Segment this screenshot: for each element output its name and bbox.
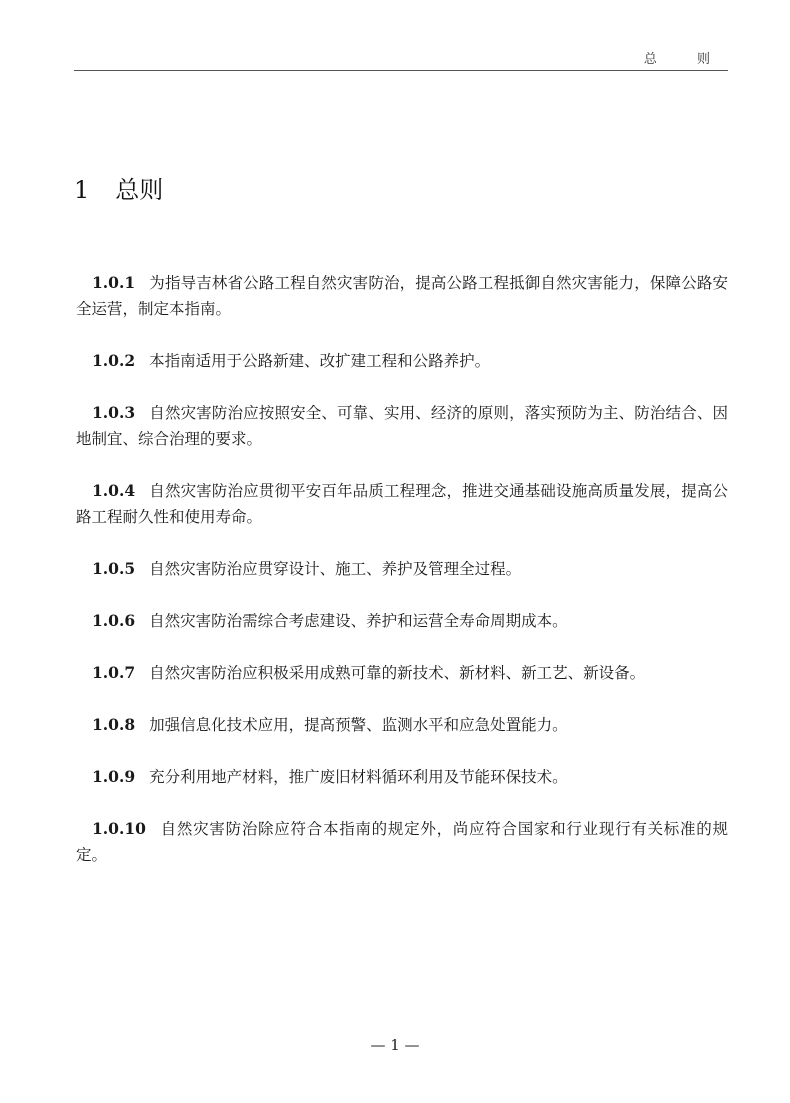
clause-number: 1.0.3 (92, 403, 136, 422)
clause-text: 自然灾害防治应贯穿设计、施工、养护及管理全过程。 (149, 560, 522, 578)
clause-text: 自然灾害防治应按照安全、可靠、实用、经济的原则，落实预防为主、防治结合、因地制宜、综合治理的要求。 (76, 404, 728, 448)
clause-1-0-2 (76, 348, 728, 374)
clause-text: 加强信息化技术应用，提高预警、监测水平和应急处置能力。 (149, 716, 568, 734)
clause-text: 自然灾害防治需综合考虑建设、养护和运营全寿命周期成本。 (149, 612, 568, 630)
clause-1-0-9 (76, 764, 728, 790)
clause-number: 1.0.2 (92, 351, 136, 370)
chapter-title: 总则 (115, 176, 164, 204)
clause-1-0-7 (76, 660, 728, 686)
chapter-number: 1 (74, 176, 90, 204)
clause-number: 1.0.1 (92, 273, 136, 292)
chapter-heading (74, 170, 163, 205)
clause-text: 本指南适用于公路新建、改扩建工程和公路养护。 (149, 352, 491, 370)
clause-1-0-1 (76, 270, 728, 322)
clause-text: 为指导吉林省公路工程自然灾害防治，提高公路工程抵御自然灾害能力，保障公路安全运营，制定本指南。 (76, 274, 728, 318)
clause-1-0-4 (76, 478, 728, 530)
clause-text: 充分利用地产材料，推广废旧材料循环利用及节能环保技术。 (149, 768, 568, 786)
header-rule (74, 70, 728, 71)
clause-number: 1.0.6 (92, 611, 136, 630)
clause-number: 1.0.4 (92, 481, 136, 500)
running-header: 总 则 (643, 52, 728, 67)
clause-1-0-8 (76, 712, 728, 738)
clause-number: 1.0.7 (92, 663, 136, 682)
clause-text: 自然灾害防治除应符合本指南的规定外，尚应符合国家和行业现行有关标准的规定。 (76, 820, 728, 864)
clause-number: 1.0.10 (92, 819, 146, 838)
clause-1-0-3 (76, 400, 728, 452)
clause-text: 自然灾害防治应积极采用成熟可靠的新技术、新材料、新工艺、新设备。 (149, 664, 646, 682)
clause-number: 1.0.5 (92, 559, 136, 578)
clause-number: 1.0.8 (92, 715, 136, 734)
clause-number: 1.0.9 (92, 767, 136, 786)
clause-1-0-6 (76, 608, 728, 634)
clause-text: 自然灾害防治应贯彻平安百年品质工程理念，推进交通基础设施高质量发展，提高公路工程耐久性和使用寿命。 (76, 482, 728, 526)
clause-1-0-5 (76, 556, 728, 582)
clause-list (76, 270, 728, 894)
page-number: — 1 — (370, 1036, 420, 1054)
clause-1-0-10 (76, 816, 728, 868)
